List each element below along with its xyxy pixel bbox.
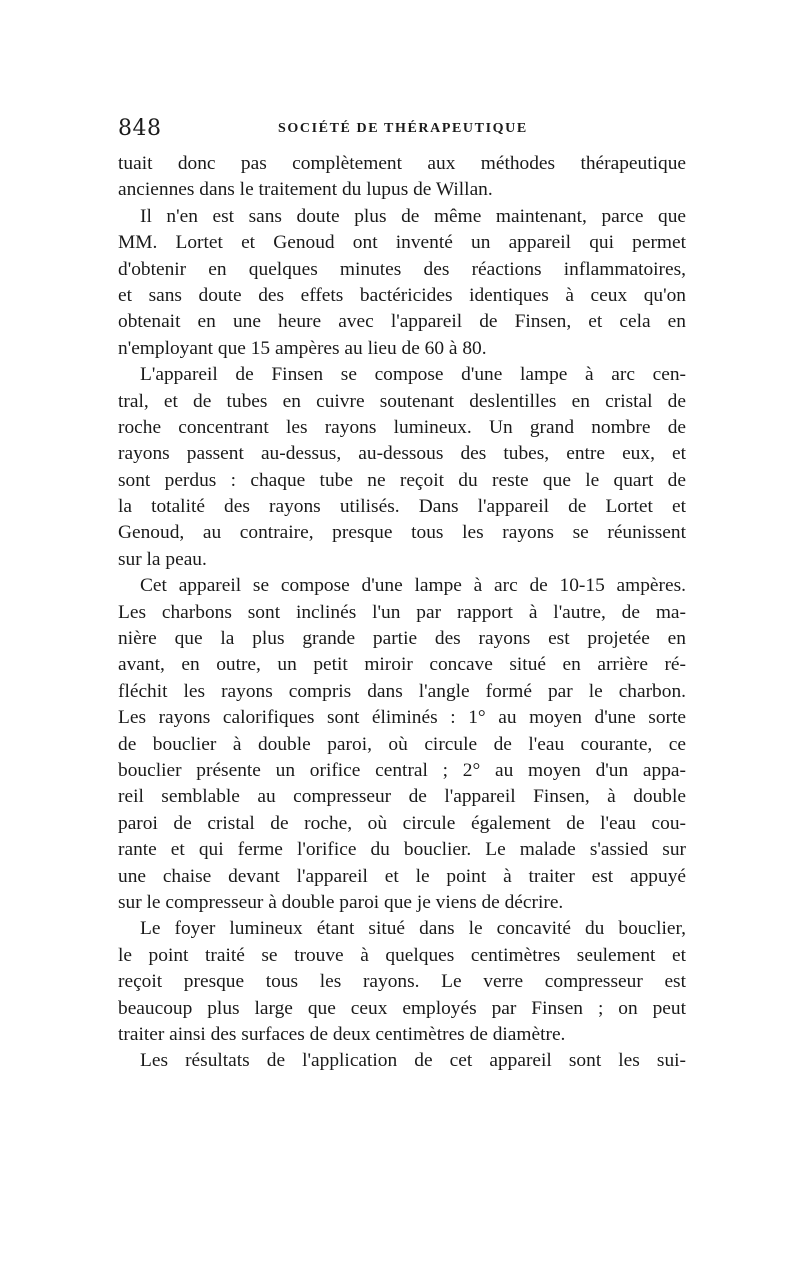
text-line: rayons passent au-dessus, au-dessous des tubes, entre eux, et <box>118 443 686 465</box>
text-line: avant, en outre, un petit miroir concave situé en arrière ré- <box>118 654 686 676</box>
text-line: Les charbons sont inclinés l'un par rapport à l'autre, de ma- <box>118 601 686 623</box>
text-line: Le foyer lumineux étant situé dans le concavité du bouclier, <box>140 918 686 940</box>
text-line: Les résultats de l'application de cet appareil sont les sui- <box>140 1050 686 1072</box>
text-line: une chaise devant l'appareil et le point à traiter est appuyé <box>118 865 686 887</box>
paragraph <box>118 916 686 1048</box>
running-head: SOCIÉTÉ DE THÉRAPEUTIQUE <box>278 121 528 136</box>
text-line: tral, et de tubes en cuivre soutenant deslentilles en cristal de <box>118 390 686 412</box>
text-line: Genoud, au contraire, presque tous les rayons se réunissent <box>118 522 686 544</box>
text-line: bouclier présente un orifice central ; 2° au moyen d'un appa- <box>118 759 686 781</box>
text-line: la totalité des rayons utilisés. Dans l'appareil de Lortet et <box>118 496 686 518</box>
text-line: traiter ainsi des surfaces de deux centimètres de diamètre. <box>118 1023 566 1045</box>
text-line: d'obtenir en quelques minutes des réactions inflammatoires, <box>118 258 686 280</box>
text-line: roche concentrant les rayons lumineux. Un grand nombre de <box>118 416 686 438</box>
text-line: paroi de cristal de roche, où circule également de l'eau cou- <box>118 812 686 834</box>
text-line: Cet appareil se compose d'une lampe à arc de 10-15 ampères. <box>140 575 686 597</box>
text-line: beaucoup plus large que ceux employés par Finsen ; on peut <box>118 997 686 1019</box>
paragraph <box>118 362 686 573</box>
text-line: fléchit les rayons compris dans l'angle formé par le charbon. <box>118 680 686 702</box>
text-line: sur la peau. <box>118 548 207 570</box>
text-line: et sans doute des effets bactéricides identiques à ceux qu'on <box>118 284 686 306</box>
text-line: L'appareil de Finsen se compose d'une lampe à arc cen- <box>140 364 686 386</box>
text-line: sont perdus : chaque tube ne reçoit du reste que le quart de <box>118 469 686 491</box>
text-line: Les rayons calorifiques sont éliminés : 1° au moyen d'une sorte <box>118 707 686 729</box>
text-line: Il n'en est sans doute plus de même maintenant, parce que <box>140 205 686 227</box>
text-line: anciennes dans le traitement du lupus de Willan. <box>118 179 493 201</box>
paragraph <box>118 204 686 362</box>
text-line: sur le compresseur à double paroi que je viens de décrire. <box>118 891 564 913</box>
text-line: n'employant que 15 ampères au lieu de 60 à 80. <box>118 337 487 359</box>
text-line: rante et qui ferme l'orifice du bouclier. Le malade s'assied sur <box>118 839 686 861</box>
page-number: 848 <box>118 116 162 141</box>
text-line: reçoit presque tous les rayons. Le verre compresseur est <box>118 971 686 993</box>
page-header <box>118 116 686 148</box>
body-text <box>118 151 686 1075</box>
paragraph <box>118 1048 686 1074</box>
text-line: obtenait en une heure avec l'appareil de Finsen, et cela en <box>118 311 686 333</box>
text-line: de bouclier à double paroi, où circule de l'eau courante, ce <box>118 733 686 755</box>
paragraph <box>118 573 686 916</box>
text-line: reil semblable au compresseur de l'appareil Finsen, à double <box>118 786 686 808</box>
text-line: le point traité se trouve à quelques centimètres seulement et <box>118 944 686 966</box>
text-line: MM. Lortet et Genoud ont inventé un appareil qui permet <box>118 232 686 254</box>
text-line: nière que la plus grande partie des rayons est projetée en <box>118 628 686 650</box>
paragraph <box>118 151 686 204</box>
text-line: tuait donc pas complètement aux méthodes thérapeutique <box>118 153 686 174</box>
